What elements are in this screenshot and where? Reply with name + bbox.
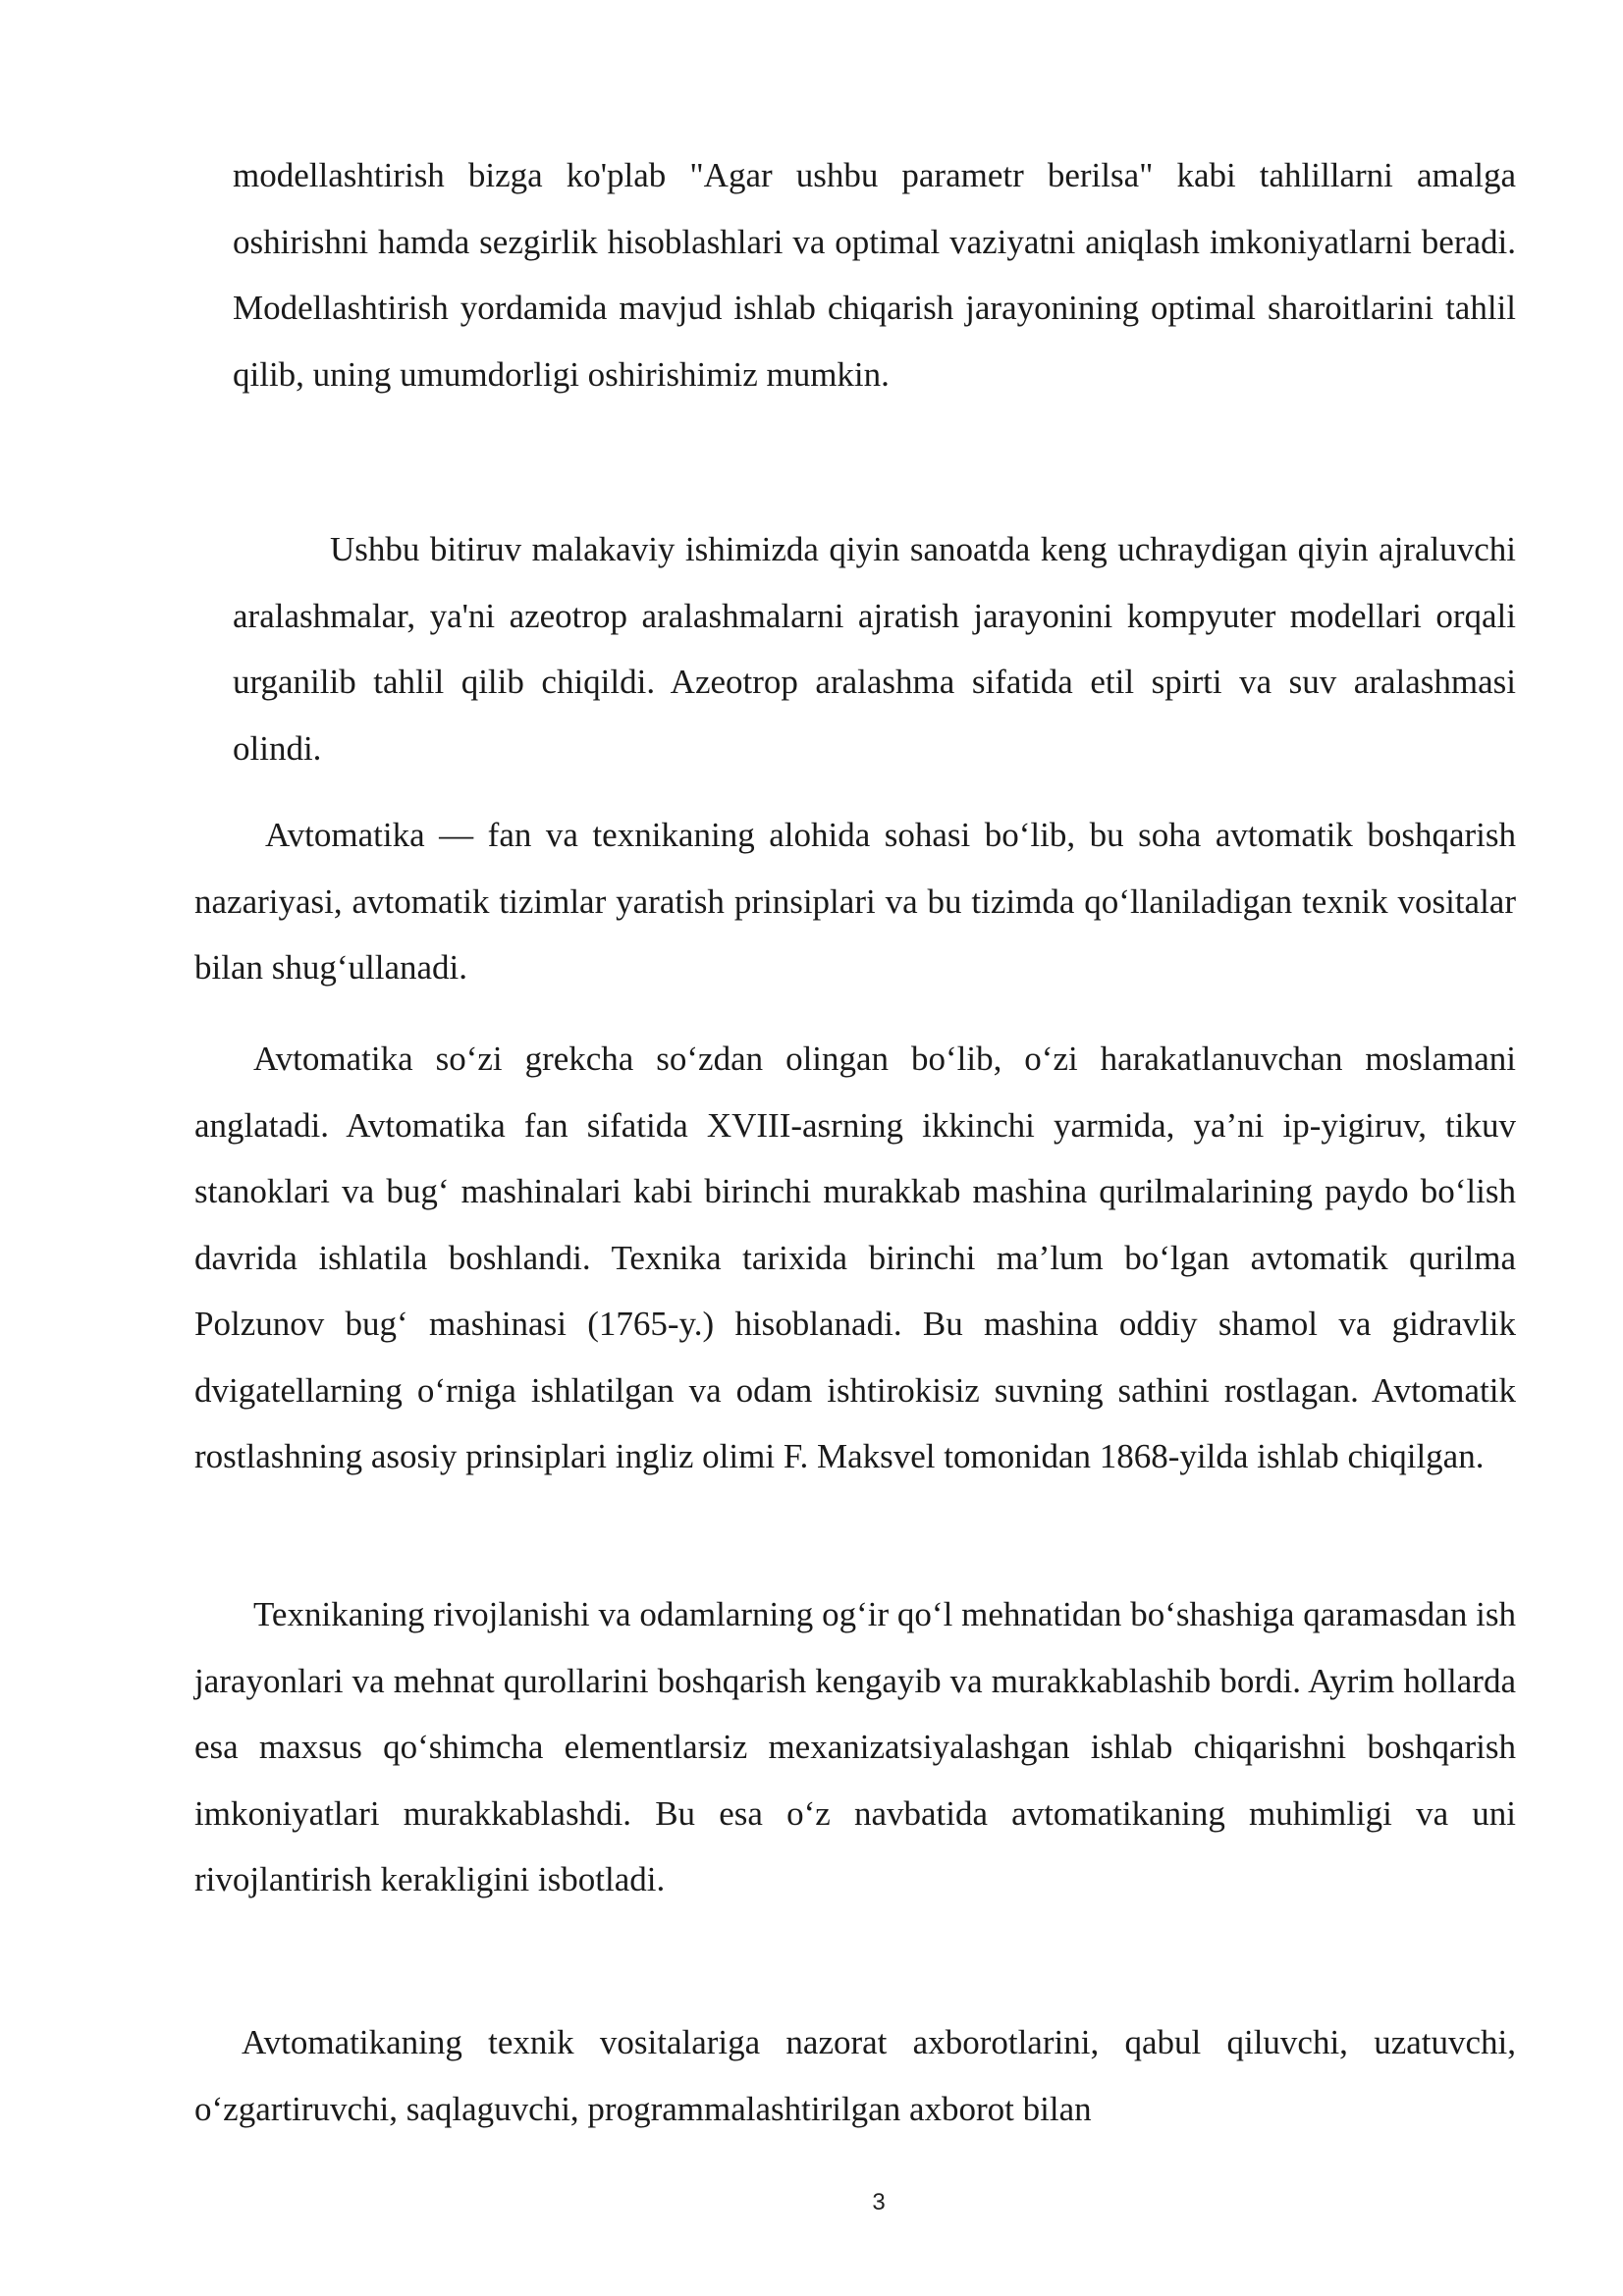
paragraph-automation-history: Avtomatika so‘zi grekcha so‘zdan olingan bo‘lib, o‘zi harakatlanuvchan moslamani anglatadi. Avtomatika fan sifatida XVIII-asrning ikkinchi yarmida, ya’ni ip-yigiruv, tikuv stanoklari va bug‘ mashinalari kabi birinchi murakkab mashina qurilmalarining paydo bo‘lish davrida ishlatila boshlandi. Texnika tarixida birinchi ma’lum bo‘lgan avtomatik qurilma Polzunov bug‘ mashinasi (1765-y.) hisoblanadi. Bu mashina oddiy shamol va gidravlik dvigatellarning o‘rniga ishlatilgan va odam ishtirokisiz suvning sathini rostlagan. Avtomatik rostlashning asosiy prinsiplari ingliz olimi F. Maksvel tomonidan 1868-yilda ishlab chiqilgan. <box>194 1040 1516 1475</box>
paragraph-modelling-analysis: modellashtirish bizga ko'plab "Agar ushbu parametr berilsa" kabi tahlillarni amalga oshirishni hamda sezgirlik hisoblashlari va optimal vaziyatni aniqlash imkoniyatlarni beradi. Modellashtirish yordamida mavjud ishlab chiqarish jarayonining optimal sharoitlarini tahlil qilib, uning umumdorligi oshirishimiz mumkin. <box>233 156 1516 394</box>
paragraph-technology-development: Texnikaning rivojlanishi va odamlarning og‘ir qo‘l mehnatidan bo‘shashiga qaramasdan ish jarayonlari va mehnat qurollarini boshqarish kengayib va murakkablashib bordi. Ayrim hollarda esa maxsus qo‘shimcha elementlarsiz mexanizatsiyalashgan ishlab chiqarishni boshqarish imkoniyatlari murakkablashdi. Bu esa o‘z navbatida avtomatikaning muhimligi va uni rivojlantirish kerakligini isbotladi. <box>194 1595 1516 1898</box>
paragraph-thesis-azeotrope: Ushbu bitiruv malakaviy ishimizda qiyin sanoatda keng uchraydigan qiyin ajraluvchi aralashmalar, ya'ni azeotrop aralashmalarni ajratish jarayonini kompyuter modellari orqali urganilib tahlil qilib chiqildi. Azeotrop aralashma sifatida etil spirti va suv aralashmasi olindi. <box>233 530 1516 768</box>
page-number: 3 <box>872 2189 886 2216</box>
paragraph-automation-definition: Avtomatika — fan va texnikaning alohida sohasi bo‘lib, bu soha avtomatik boshqarish nazariyasi, avtomatik tizimlar yaratish prinsiplari va bu tizimda qo‘llaniladigan texnik vositalar bilan shug‘ullanadi. <box>194 816 1516 987</box>
paragraph-technical-means: Avtomatikaning texnik vositalariga nazorat axborotlarini, qabul qiluvchi, uzatuvchi, o‘zgartiruvchi, saqlaguvchi, programmalashtirilgan axborot bilan <box>194 2023 1516 2128</box>
